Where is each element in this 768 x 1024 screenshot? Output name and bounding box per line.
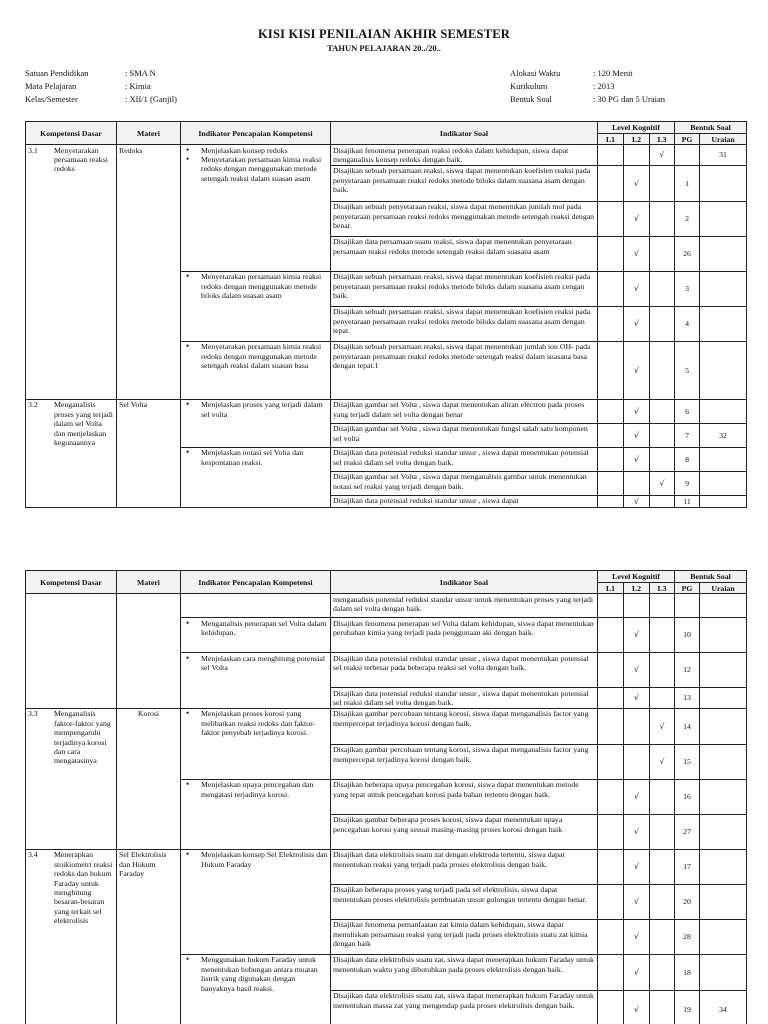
pg-number: 27 — [675, 814, 700, 849]
level-l3-cell — [650, 165, 675, 201]
kompetensi-dasar-cell — [26, 145, 117, 400]
level-l2-check-icon: √ — [624, 423, 650, 447]
materi-cell: Korosi — [117, 708, 181, 849]
level-l2-check-icon: √ — [624, 341, 650, 399]
ipk-item — [183, 448, 328, 467]
level-l2-cell — [624, 708, 650, 744]
table-row — [26, 145, 747, 166]
indikator-soal-cell: Disajikan data persamaan suatu reaksi, siswa dapat menentukan penyetaraan persamaan reaksi redoks metode setengah reaksi dalam suasana asam — [331, 236, 598, 271]
pg-number: 2 — [675, 201, 700, 236]
level-l1-cell — [598, 423, 624, 447]
bullet-icon: • — [186, 341, 190, 352]
col-header-indikator: Indikator Soal — [331, 122, 598, 145]
level-l2-check-icon: √ — [624, 201, 650, 236]
level-l3-cell — [650, 271, 675, 306]
uraian-number — [700, 471, 747, 495]
meta-label: Alokasi Waktu — [510, 68, 561, 78]
meta-value: : SMA N — [125, 68, 156, 78]
bullet-icon: • — [186, 399, 190, 410]
pg-number: 10 — [675, 618, 700, 653]
col-header-level: Level Kognitif — [598, 571, 675, 583]
pg-number — [675, 594, 700, 618]
ipk-cell — [181, 618, 331, 653]
ipk-item — [183, 955, 328, 993]
pg-number: 12 — [675, 653, 700, 688]
col-header-bentuk: Bentuk Soal — [675, 122, 747, 134]
level-l1-cell — [598, 653, 624, 688]
uraian-number: 34 — [700, 990, 747, 1024]
meta-label: Bentuk Soal — [510, 94, 552, 104]
kisi-table-page1 — [25, 121, 747, 508]
table-row — [26, 708, 747, 744]
uraian-number — [700, 779, 747, 814]
level-l2-check-icon: √ — [624, 306, 650, 341]
ipk-text: Menjelaskan konsep redoks — [201, 145, 288, 155]
uraian-number — [700, 495, 747, 507]
col-header-l3: L3 — [650, 134, 675, 145]
level-l1-cell — [598, 471, 624, 495]
kompetensi-dasar-cell — [26, 399, 117, 507]
ipk-item — [183, 850, 328, 869]
level-l2-cell — [624, 744, 650, 779]
level-l2-check-icon: √ — [624, 990, 650, 1024]
kisi-table-page2 — [25, 570, 747, 1024]
col-header-uraian: Uraian — [700, 583, 747, 594]
level-l3-cell — [650, 884, 675, 919]
level-l2-check-icon: √ — [624, 447, 650, 471]
level-l2-check-icon: √ — [624, 653, 650, 688]
level-l1-cell — [598, 744, 624, 779]
pg-number: 28 — [675, 919, 700, 954]
ipk-item — [183, 146, 328, 155]
ipk-cell — [181, 271, 331, 341]
level-l3-cell — [650, 495, 675, 507]
level-l1-cell — [598, 688, 624, 709]
indikator-soal-cell: Disajikan gambar sel Volta , siswa dapat menganalisis gambar untuk menentukan notasi sel reaksi yang terjadi dengan baik. — [331, 471, 598, 495]
indikator-soal-cell: Disajikan data potensial reduksi standar unsur , siswa dapat menentukan potensial sel reaksi dalam sel volta dengan baik. — [331, 447, 598, 471]
level-l3-cell — [650, 814, 675, 849]
level-l2-cell — [624, 145, 650, 166]
level-l1-cell — [598, 618, 624, 653]
uraian-number — [700, 447, 747, 471]
level-l1-cell — [598, 708, 624, 744]
meta-value: : 2013 — [593, 81, 615, 91]
kd-number: 3.2 — [28, 400, 38, 410]
kd-text: Menerapkan stoikiometri reaksi redoks dan hukum Faraday untuk menghitung besaran-besaran yang terkait sel elektrolisis — [54, 850, 113, 926]
table-row — [26, 399, 747, 423]
pg-number: 5 — [675, 341, 700, 399]
level-l3-cell — [650, 653, 675, 688]
level-l1-cell — [598, 399, 624, 423]
level-l3-cell — [650, 954, 675, 990]
ipk-cell — [181, 653, 331, 709]
pg-number: 9 — [675, 471, 700, 495]
col-header-kd: Kompetensi Dasar — [26, 122, 117, 145]
uraian-number — [700, 201, 747, 236]
pg-number: 14 — [675, 708, 700, 744]
pg-number: 13 — [675, 688, 700, 709]
level-l2-check-icon: √ — [624, 495, 650, 507]
indikator-soal-cell: Disajikan data potensial reduksi standar unsur , siswa dapat menentukan potensial sel reaksi dalam sel volta dengan baik. — [331, 688, 598, 709]
level-l1-cell — [598, 306, 624, 341]
kompetensi-dasar-cell — [26, 849, 117, 1024]
level-l2-check-icon: √ — [624, 236, 650, 271]
level-l2-check-icon: √ — [624, 884, 650, 919]
meta-value: : 120 Menit — [593, 68, 633, 78]
ipk-cell — [181, 779, 331, 849]
indikator-soal-cell: Disajikan beberapa proses yang terjadi pada sel elektrolisis, siswa dapat menentukan proses elektrolisis pembuatan unsur golongan tertentu dengan benar. — [331, 884, 598, 919]
col-header-l1: L1 — [598, 583, 624, 594]
ipk-cell — [181, 447, 331, 507]
bullet-icon: • — [186, 708, 190, 719]
indikator-soal-cell: Disajikan sebuah persamaan reaksi, siswa dapat menentukan koefisien reaksi pada penyetaraan persamaan reaksi redoks metode biloks dalam suasana asam dengan tepat. — [331, 306, 598, 341]
bullet-icon: • — [186, 153, 190, 164]
meta-value: : XII/1 (Ganjil) — [125, 94, 177, 104]
pg-number: 3 — [675, 271, 700, 306]
uraian-number — [700, 919, 747, 954]
level-l3-check-icon: √ — [650, 145, 675, 166]
pg-number: 8 — [675, 447, 700, 471]
ipk-text: Menjelaskan cara menghitung potensial sel Volta — [201, 653, 326, 672]
level-l1-cell — [598, 814, 624, 849]
uraian-number — [700, 954, 747, 990]
indikator-soal-cell: Disajikan data elektrolisis suatu zat, siswa dapat menerapkan hukum Faraday untuk menentukan waktu yang dibutuhkan pada proses elektrolisis dengan baik. — [331, 954, 598, 990]
pg-number: 26 — [675, 236, 700, 271]
level-l3-cell — [650, 423, 675, 447]
level-l3-cell — [650, 306, 675, 341]
indikator-soal-cell: Disajikan gambar sel Volta , siswa dapat menentukan aliran electron pada proses yang terjadi dalam sel volta dengan benar — [331, 399, 598, 423]
level-l3-cell — [650, 236, 675, 271]
ipk-item — [183, 342, 328, 370]
uraian-number — [700, 849, 747, 884]
level-l2-cell — [624, 471, 650, 495]
bullet-icon: • — [186, 144, 190, 155]
level-l1-cell — [598, 201, 624, 236]
bullet-icon: • — [186, 447, 190, 458]
col-header-l3: L3 — [650, 583, 675, 594]
kd-text: Menganalisis faktor-faktor yang mempengaruhi terjadinya korosi dan cara mengatasinya — [54, 709, 111, 766]
ipk-text: Menjelaskan proses yang terjadi dalam sel volta — [201, 400, 323, 419]
pg-number: 16 — [675, 779, 700, 814]
level-l1-cell — [598, 849, 624, 884]
bullet-icon: • — [186, 849, 190, 860]
uraian-number — [700, 708, 747, 744]
level-l1-cell — [598, 779, 624, 814]
meta-label: Mata Pelajaran — [25, 81, 77, 91]
indikator-soal-cell: Disajikan sebuah persamaan reaksi, siswa dapat menentukan koefisien reaksi pada penyetaraan persamaan reaksi redoks metode biloks dalam suasana asam dengan baik. — [331, 165, 598, 201]
level-l1-cell — [598, 447, 624, 471]
uraian-number — [700, 618, 747, 653]
ipk-cell — [181, 341, 331, 399]
ipk-text: Menjelaskan notasi sel Volta dan kespontanan reaksi. — [201, 448, 304, 467]
ipk-cell — [181, 954, 331, 1024]
level-l2-check-icon: √ — [624, 618, 650, 653]
level-l3-cell — [650, 399, 675, 423]
bullet-icon: • — [186, 779, 190, 790]
level-l1-cell — [598, 271, 624, 306]
indikator-soal-cell: Disajikan fenomena pemanfaatan zat kimia dalam kehidupan, siswa dapat menuliskan persamaan reaksi yang terjadi pada proses elektrolisis suatu zat kimia dengan baik — [331, 919, 598, 954]
col-header-ipk: Indikator Pencapaian Kompetensi — [181, 122, 331, 145]
ipk-cell — [181, 145, 331, 272]
col-header-uraian: Uraian — [700, 134, 747, 145]
level-l3-cell — [650, 594, 675, 618]
col-header-pg: PG — [675, 134, 700, 145]
meta-value: : Kimia — [125, 81, 151, 91]
kd-text: Menganalisis proses yang terjadi dalam sel Volta dan menjelaskan kegunaannya — [54, 400, 113, 447]
ipk-item — [183, 709, 328, 737]
pg-number: 17 — [675, 849, 700, 884]
level-l2-check-icon: √ — [624, 849, 650, 884]
materi-cell: Sel Volta — [117, 399, 181, 507]
level-l1-cell — [598, 884, 624, 919]
col-header-l2: L2 — [624, 583, 650, 594]
pg-number: 1 — [675, 165, 700, 201]
level-l3-check-icon: √ — [650, 708, 675, 744]
pg-number: 7 — [675, 423, 700, 447]
kd-number: 3.3 — [28, 709, 38, 719]
col-header-indikator: Indikator Soal — [331, 571, 598, 594]
level-l2-check-icon: √ — [624, 919, 650, 954]
indikator-soal-cell: Disajikan fenomena penerapan sel Volta dalam kehidupan, siswa dapat menentukan perubahan kimia yang terjadi pada penggunaan aki dengan baik. — [331, 618, 598, 653]
uraian-number — [700, 399, 747, 423]
pg-number: 18 — [675, 954, 700, 990]
level-l1-cell — [598, 145, 624, 166]
indikator-soal-cell: Disajikan gambar sel Volta , siswa dapat menentukan fungsi salah satu komponen sel volta — [331, 423, 598, 447]
col-header-materi: Materi — [117, 571, 181, 594]
pg-number: 4 — [675, 306, 700, 341]
uraian-number — [700, 341, 747, 399]
level-l1-cell — [598, 495, 624, 507]
uraian-number — [700, 688, 747, 709]
level-l2-check-icon: √ — [624, 271, 650, 306]
level-l3-cell — [650, 779, 675, 814]
kd-number: 3.1 — [28, 145, 38, 155]
ipk-cell — [181, 708, 331, 779]
level-l2-check-icon: √ — [624, 399, 650, 423]
kd-text: Menyetarakan persamaan reaksi redoks — [54, 145, 108, 174]
ipk-cell — [181, 849, 331, 954]
level-l3-cell — [650, 201, 675, 236]
indikator-soal-cell: Disajikan gambar percobaan tentang korosi, siswa dapat menganalisis factor yang mempercepat terjadinya korosi dengan baik. — [331, 708, 598, 744]
ipk-text: Menjelaskan konsep Sel Elektrolisis dan Hukum Faraday — [201, 850, 328, 869]
materi-cell: Redoks — [117, 145, 181, 400]
ipk-item — [183, 654, 328, 673]
ipk-item — [183, 400, 328, 419]
uraian-number — [700, 653, 747, 688]
uraian-number — [700, 594, 747, 618]
level-l1-cell — [598, 594, 624, 618]
table-row — [26, 594, 747, 618]
document-subtitle: TAHUN PELAJARAN 20../20.. — [327, 43, 441, 53]
uraian-number — [700, 271, 747, 306]
indikator-soal-cell: Disajikan data elektrolisis suatu zat dengan elektroda tertentu, siswa dapat menentukan reaksi yang terjadi pada proses elektrolisis dengan baik. — [331, 849, 598, 884]
pg-number: 11 — [675, 495, 700, 507]
col-header-ipk: Indikator Pencapaian Kompetensi — [181, 571, 331, 594]
level-l2-check-icon: √ — [624, 954, 650, 990]
ipk-item — [183, 780, 328, 799]
indikator-soal-cell: Disajikan data potensial reduksi standar unsur , siswa dapat — [331, 495, 598, 507]
uraian-number — [700, 306, 747, 341]
level-l3-check-icon: √ — [650, 744, 675, 779]
indikator-soal-cell: Disajikan fenomena penerapan reaksi redoks dalam kehidupan, siswa dapat menganalisis konsep redoks dengan baik. — [331, 145, 598, 166]
bullet-icon: • — [186, 954, 190, 965]
indikator-soal-cell: Disajikan sebuah persamaan reaksi, siswa dapat menentukan jumlah ion OH- pada penyetaraan persamaan reaksi redoks metode setengah reaksi dalam suasana basa dengan tepat.1 — [331, 341, 598, 399]
pg-number: 19 — [675, 990, 700, 1024]
col-header-kd: Kompetensi Dasar — [26, 571, 117, 594]
level-l3-cell — [650, 919, 675, 954]
uraian-number: 32 — [700, 423, 747, 447]
pg-number: 20 — [675, 884, 700, 919]
indikator-soal-cell: Disajikan sebuah penyetaraan reaksi, siswa dapat menentukan jumlah mol pada penyetaraan persamaan reaksi redoks menggunakan metode setengah reaksi dengan benar. — [331, 201, 598, 236]
level-l1-cell — [598, 954, 624, 990]
col-header-bentuk: Bentuk Soal — [675, 571, 747, 583]
indikator-soal-cell: Disajikan gambar percobaan tentang korosi, siswa dapat menganalisis factor yang mempercepat terjadinya korosi dengan baik. — [331, 744, 598, 779]
indikator-soal-cell: menganalisis potensial reduksi standar unsur untuk menentukan proses yang terjadi dalam sel volta dengan baik. — [331, 594, 598, 618]
level-l1-cell — [598, 341, 624, 399]
level-l1-cell — [598, 919, 624, 954]
level-l3-cell — [650, 849, 675, 884]
uraian-number — [700, 165, 747, 201]
level-l3-cell — [650, 618, 675, 653]
indikator-soal-cell: Disajikan beberapa upaya pencegahan korosi, siswa dapat menentukan metode yang tepat untuk pencegahan korosi pada bahan tertentu dengan baik. — [331, 779, 598, 814]
level-l2-cell — [624, 594, 650, 618]
indikator-soal-cell: Disajikan data potensial reduksi standar unsur , siswa dapat menentukan potensial sel reaksi terbesar pada beberapa reaksi sel volta dengan baik. — [331, 653, 598, 688]
level-l1-cell — [598, 165, 624, 201]
ipk-text: Menyetarakan persamaan kimia reaksi redoks dengan menggunakan metode setengah reaksi dalam suasan basa — [201, 342, 322, 371]
meta-right — [510, 69, 665, 108]
ipk-text: Menganalisis penerapan sel Volta dalam kehidupan. — [201, 618, 327, 637]
level-l2-check-icon: √ — [624, 814, 650, 849]
col-header-materi: Materi — [117, 122, 181, 145]
pg-number: 6 — [675, 399, 700, 423]
col-header-l2: L2 — [624, 134, 650, 145]
pg-number: 15 — [675, 744, 700, 779]
meta-label: Kurikulum — [510, 81, 548, 91]
level-l2-check-icon: √ — [624, 688, 650, 709]
ipk-item — [183, 272, 328, 300]
col-header-l1: L1 — [598, 134, 624, 145]
level-l2-check-icon: √ — [624, 779, 650, 814]
level-l1-cell — [598, 236, 624, 271]
uraian-number: 31 — [700, 145, 747, 166]
ipk-item — [183, 619, 328, 638]
uraian-number — [700, 744, 747, 779]
pg-number — [675, 145, 700, 166]
ipk-cell — [181, 399, 331, 447]
materi-cell — [117, 594, 181, 709]
document-title: KISI KISI PENILAIAN AKHIR SEMESTER — [257, 27, 510, 41]
bullet-icon: • — [186, 652, 190, 663]
indikator-soal-cell: Disajikan sebuah persamaan reaksi, siswa dapat menentukan koefisien reaksi pada penyetaraan persamaan reaksi redoks metode biloks dalam suasana asam cengan baik. — [331, 271, 598, 306]
bullet-icon: • — [186, 271, 190, 282]
ipk-text: Menjelaskan proses korosi yang melibatkan reaksi redoks dan faktor-faktor penyebab terjadinya korosi. — [201, 709, 316, 738]
meta-label: Kelas/Semester — [25, 94, 78, 104]
meta-value: : 30 PG dan 5 Uraian — [593, 94, 666, 104]
uraian-number — [700, 236, 747, 271]
level-l3-cell — [650, 990, 675, 1024]
uraian-number — [700, 884, 747, 919]
bullet-icon: • — [186, 617, 190, 628]
table-row — [26, 849, 747, 884]
indikator-soal-cell: Disajikan gambar beberapa proses korosi, siswa dapat menentukan upaya pencegahan korosi yang sesuai masing-masing proses korosi dengan baik — [331, 814, 598, 849]
ipk-item — [183, 155, 328, 183]
level-l3-cell — [650, 447, 675, 471]
ipk-cell — [181, 594, 331, 618]
meta-label: Satuan Pendidikan — [25, 68, 89, 78]
col-header-level: Level Kognitif — [598, 122, 675, 134]
level-l3-cell — [650, 341, 675, 399]
kompetensi-dasar-cell — [26, 708, 117, 849]
ipk-text: Menyetarakan persamaan kimia reaksi redoks dengan menggunakan metode biloks dalam suasan asam — [201, 272, 322, 301]
kd-number: 3.4 — [28, 850, 38, 860]
col-header-pg: PG — [675, 583, 700, 594]
ipk-text: Menyetarakan persamaan kimia reaksi redoks dengan menggunakan metode setengah reaksi dalam suasan asam — [201, 154, 322, 183]
materi-cell: Sel Elektrolisis dan Hukum Faraday — [117, 849, 181, 1024]
level-l3-cell — [650, 688, 675, 709]
ipk-text: Menjelaskan upaya pencegahan dan mengatasi terjadinya korosi. — [201, 780, 314, 799]
meta-left — [25, 69, 177, 108]
level-l2-check-icon: √ — [624, 165, 650, 201]
ipk-text: Menggunakan hukum Faraday untuk menentukan hubungan antara muatan listrik yang digunakan dengan banyaknya hasil reaksi. — [201, 955, 318, 993]
uraian-number — [700, 814, 747, 849]
level-l1-cell — [598, 990, 624, 1024]
kompetensi-dasar-cell — [26, 594, 117, 709]
level-l3-check-icon: √ — [650, 471, 675, 495]
indikator-soal-cell: Disajikan data elektrolisis suatu zat, siswa dapat menerapkan hukum Faraday untuk menentukan massa zat yang mengendap pada proses elektrolisis dengan baik. — [331, 990, 598, 1024]
